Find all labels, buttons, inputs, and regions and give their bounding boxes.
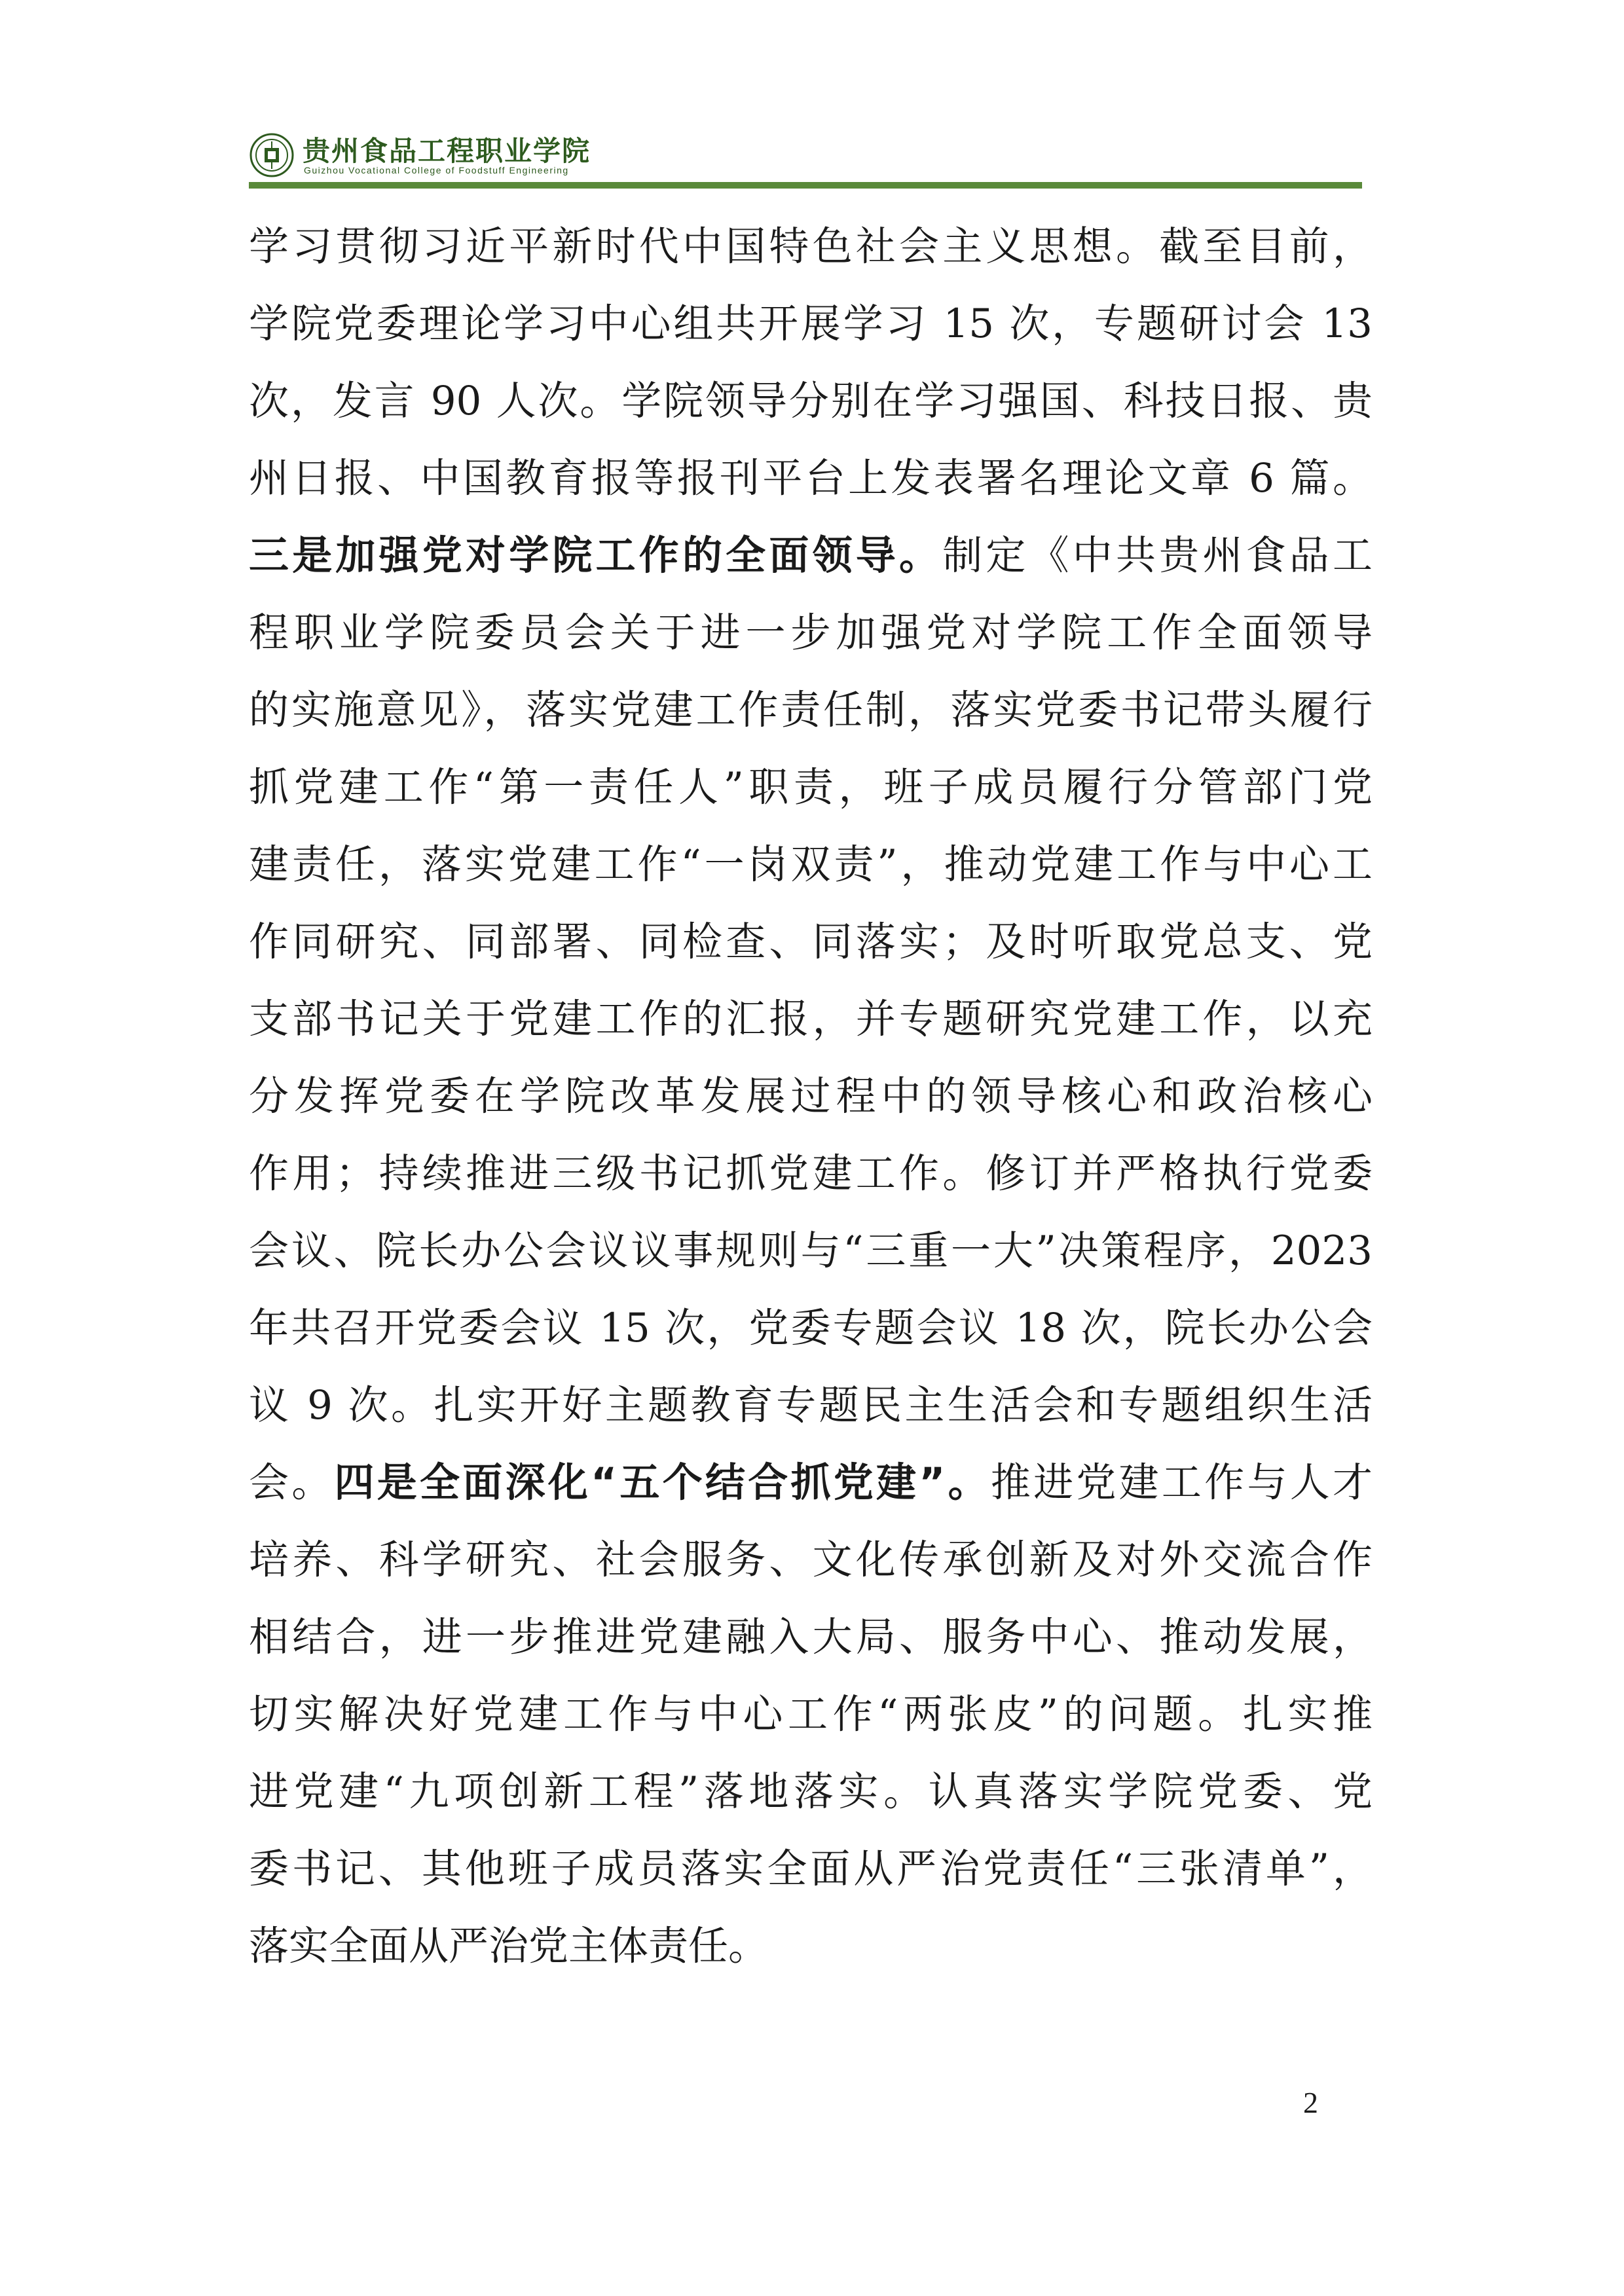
college-logo-icon (249, 132, 295, 178)
text-line: 委书记、其他班子成员落实全面从严治党责任“三张清单”， (249, 1846, 1373, 1892)
text-line: 州日报、中国教育报等报刊平台上发表署名理论文章 6 篇。 (249, 455, 1373, 501)
text-line: 次，发言 90 人次。学院领导分别在学习强国、科技日报、贵 (249, 378, 1373, 424)
header-divider (249, 182, 1362, 189)
school-name: 贵州食品工程职业学院 (303, 135, 591, 167)
text-line (249, 517, 1373, 594)
text-line: 作同研究、同部署、同检查、同落实；及时听取党总支、党 (249, 919, 1373, 965)
section-heading-4: 四是全面深化“五个结合抓党建”。 (334, 1459, 991, 1506)
text-line: 切实解决好党建工作与中心工作“两张皮”的问题。扎实推 (249, 1691, 1373, 1738)
text-line: 程职业学院委员会关于进一步加强党对学院工作全面领导 (249, 610, 1373, 656)
text-line: 年共召开党委会议 15 次，党委专题会议 18 次，院长办公会 (249, 1305, 1373, 1351)
section-heading-3: 三是加强党对学院工作的全面领导。 (249, 532, 943, 579)
text-span: 推进党建工作与人才 (990, 1459, 1373, 1506)
text-line: 的实施意见》，落实党建工作责任制，落实党委书记带头履行 (249, 687, 1373, 733)
page-header (249, 124, 1362, 190)
text-line: 学院党委理论学习中心组共开展学习 15 次，专题研讨会 13 (249, 301, 1373, 347)
text-span: 会。 (249, 1459, 335, 1506)
text-line: 会议、院长办公会议议事规则与“三重一大”决策程序，2023 (249, 1228, 1373, 1274)
text-line: 建责任，落实党建工作“一岗双责”，推动党建工作与中心工 (249, 841, 1373, 888)
text-line: 支部书记关于党建工作的汇报，并专题研究党建工作，以充 (249, 996, 1373, 1042)
text-line: 分发挥党委在学院改革发展过程中的领导核心和政治核心 (249, 1073, 1373, 1120)
text-line: 学习贯彻习近平新时代中国特色社会主义思想。截至目前， (249, 223, 1373, 270)
text-line: 议 9 次。扎实开好主题教育专题民主生活会和专题组织生活 (249, 1382, 1373, 1429)
text-line (249, 1444, 1373, 1522)
text-line: 抓党建工作“第一责任人”职责，班子成员履行分管部门党 (249, 764, 1373, 811)
text-line: 相结合，进一步推进党建融入大局、服务中心、推动发展， (249, 1614, 1373, 1660)
school-name-english: Guizhou Vocational College of Foodstuff Engineering (304, 165, 569, 175)
text-line: 落实全面从严治党主体责任。 (249, 1923, 769, 1969)
text-line: 进党建“九项创新工程”落地落实。认真落实学院党委、党 (249, 1768, 1373, 1815)
document-body (249, 208, 1373, 1985)
text-line: 培养、科学研究、社会服务、文化传承创新及对外交流合作 (249, 1537, 1373, 1583)
text-span: 制定《中共贵州食品工 (942, 532, 1373, 579)
page-number: 2 (1303, 2086, 1318, 2119)
text-line: 作用；持续推进三级书记抓党建工作。修订并严格执行党委 (249, 1150, 1373, 1197)
